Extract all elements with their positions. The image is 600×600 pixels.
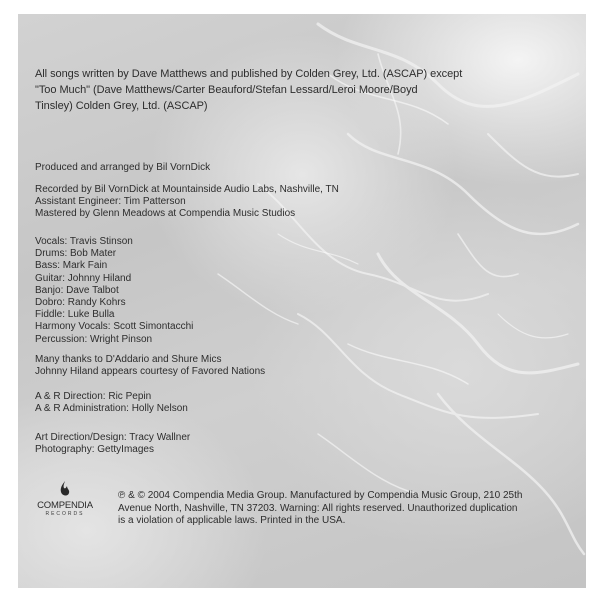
producer-credit xyxy=(35,162,210,174)
credit-line: Produced and arranged by Bil VornDick xyxy=(35,162,211,173)
liner-notes-panel xyxy=(18,14,586,588)
art-credits xyxy=(35,432,190,456)
credit-line: A & R Direction: Ric Pepin xyxy=(35,391,152,402)
credit-line: Art Direction/Design: Tracy Wallner xyxy=(35,432,191,443)
legal-line: is a violation of applicable laws. Printed in the USA. xyxy=(118,515,346,527)
credit-line: A & R Administration: Holly Nelson xyxy=(35,403,188,415)
credit-line: Mastered by Glenn Meadows at Compendia Music Studios xyxy=(35,208,296,220)
credit-line: All songs written by Dave Matthews and published by Colden Grey, Ltd. (ASCAP) except xyxy=(35,68,463,80)
credit-line: Photography: GettyImages xyxy=(35,444,154,456)
legal-notice xyxy=(118,490,522,528)
credit-line: Guitar: Johnny Hiland xyxy=(35,272,132,284)
legal-line: ℗ & © 2004 Compendia Media Group. Manufactured by Compendia Music Group, 210 25th xyxy=(118,490,523,501)
a-and-r-credits xyxy=(35,391,188,415)
credit-line: Percussion: Wright Pinson xyxy=(35,333,153,345)
credit-line: "Too Much" (Dave Matthews/Carter Beauford/Stefan Lessard/Leroi Moore/Boyd xyxy=(35,84,418,96)
credit-line: Harmony Vocals: Scott Simontacchi xyxy=(35,321,194,333)
credit-line: Fiddle: Luke Bulla xyxy=(35,309,115,321)
thanks-credits xyxy=(35,354,265,378)
logo-subtitle: RECORDS xyxy=(45,511,85,517)
credit-line: Banjo: Dave Talbot xyxy=(35,284,119,296)
credit-line: Johnny Hiland appears courtesy of Favored Nations xyxy=(35,366,266,378)
credit-line: Drums: Bob Mater xyxy=(35,248,117,260)
credit-line: Many thanks to D'Addario and Shure Mics xyxy=(35,354,222,365)
credit-line: Tinsley) Colden Grey, Ltd. (ASCAP) xyxy=(35,100,208,112)
credit-line: Dobro: Randy Kohrs xyxy=(35,297,126,309)
compendia-records-logo xyxy=(36,480,94,534)
credit-line: Assistant Engineer: Tim Patterson xyxy=(35,196,186,208)
credit-line: Bass: Mark Fain xyxy=(35,260,108,272)
legal-line: Avenue North, Nashville, TN 37203. Warning: All rights reserved. Unauthorized duplication xyxy=(118,502,518,514)
musician-credits xyxy=(35,236,193,346)
compendia-flame-icon xyxy=(58,480,72,498)
logo-name: COMPENDIA xyxy=(37,500,93,511)
recording-credits xyxy=(35,184,339,221)
songwriting-credits xyxy=(35,66,462,114)
credit-line: Recorded by Bil VornDick at Mountainside Audio Labs, Nashville, TN xyxy=(35,184,339,195)
credit-line: Vocals: Travis Stinson xyxy=(35,236,133,247)
